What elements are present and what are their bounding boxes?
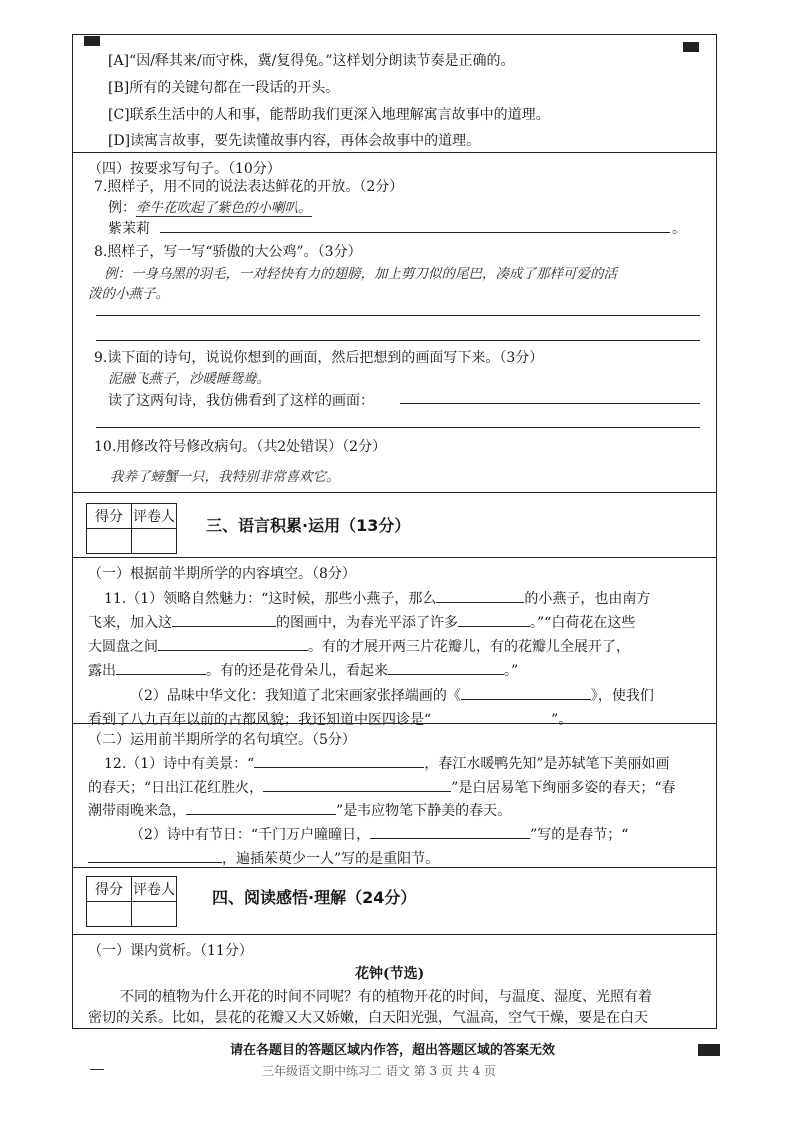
section4-title: 四、阅读感悟·理解（24分） xyxy=(212,888,417,907)
q11-line3 xyxy=(88,635,630,656)
q12-blank-3[interactable] xyxy=(186,799,336,815)
option-d: [D]读寓言故事，要先读懂故事内容，再体会故事中的道理。 xyxy=(108,133,481,149)
bottom-right-registration-mark xyxy=(698,1044,720,1056)
q12-text: ”写的是春节；“ xyxy=(530,827,629,843)
divider xyxy=(72,934,717,935)
q7-answer-end: 。 xyxy=(672,221,686,237)
q11-blank-3[interactable] xyxy=(458,611,530,627)
q12-text: 的春天；“日出江花红胜火， xyxy=(88,780,264,796)
q12-text: 潮带雨晚来急， xyxy=(88,803,186,819)
s3-sub1: （一）根据前半期所学的内容填空。（8分） xyxy=(88,566,356,582)
divider xyxy=(72,152,717,153)
q12-text: 12.（1）诗中有美景：“ xyxy=(104,756,255,772)
s4-sub1: （一）课内赏析。（11分） xyxy=(88,943,253,959)
score-cell[interactable] xyxy=(87,529,132,554)
q8-answer-line-2[interactable] xyxy=(96,340,700,341)
q12-blank-5[interactable] xyxy=(88,847,222,863)
option-b: [B]所有的关键句都在一段话的开头。 xyxy=(108,80,340,96)
divider xyxy=(72,492,717,493)
q11-text: 。有的才展开两三片花瓣儿，有的花瓣儿全展开了， xyxy=(308,639,630,655)
q11-blank-4[interactable] xyxy=(158,635,308,651)
q11-text: 。”“白荷花在这些 xyxy=(530,615,636,631)
q11-blank-5[interactable] xyxy=(116,659,206,675)
q11-text: 的小燕子，也由南方 xyxy=(524,591,651,607)
q9-answer-prefix: 读了这两句诗，我仿佛看到了这样的画面： xyxy=(108,393,374,409)
q12-line2 xyxy=(88,776,676,797)
q8-example-line2: 泼的小燕子。 xyxy=(88,286,169,302)
q7-example-text: 牵牛花吹起了紫色的小喇叭。 xyxy=(136,200,312,216)
q12-text: ”是白居易笔下绚丽多姿的春天；“春 xyxy=(451,780,676,796)
q9-prompt: 9.读下面的诗句，说说你想到的画面，然后把想到的画面写下来。（3分） xyxy=(94,350,544,366)
q8-prompt: 8.照样子，写一写“骄傲的大公鸡”。（3分） xyxy=(94,244,362,260)
q11-text: 》，使我们 xyxy=(590,688,654,704)
q11-text: 大圆盘之间 xyxy=(88,639,158,655)
passage-para2: 密切的关系。比如，昙花的花瓣又大又娇嫩，白天阳光强，气温高，空气干燥，要是在白天 xyxy=(88,1010,648,1026)
footer-dash xyxy=(90,1069,104,1070)
q11-line5 xyxy=(130,684,654,705)
q11-text: 的图画中，为春光平添了许多 xyxy=(276,615,458,631)
part4-heading: （四）按要求写句子。（10分） xyxy=(88,161,281,177)
score-label: 得分 xyxy=(87,504,132,529)
q7-answer-line[interactable] xyxy=(160,232,670,233)
s3-sub2: （二）运用前半期所学的名句填空。（5分） xyxy=(88,732,356,748)
option-a: [A]“因/释其来/而守株，冀/复得兔。”这样划分朗读节奏是正确的。 xyxy=(108,53,515,69)
q7-example xyxy=(108,196,312,217)
q11-blank-1[interactable] xyxy=(436,587,524,603)
divider xyxy=(72,867,717,868)
q12-blank-2[interactable] xyxy=(263,776,451,792)
option-c: [C]联系生活中的人和事，能帮助我们更深入地理解寓言故事中的道理。 xyxy=(108,107,550,123)
q11-text: 看到了八九百年以前的古都风貌；我还知道中医四诊是“ xyxy=(88,712,432,728)
q10-prompt: 10.用修改符号修改病句。（共2处错误）（2分） xyxy=(94,439,387,455)
q11-blank-6[interactable] xyxy=(388,659,504,675)
q11-line1 xyxy=(104,587,650,608)
divider xyxy=(72,557,717,558)
q11-line4 xyxy=(88,659,518,680)
q7-example-label: 例： xyxy=(108,200,136,216)
q7-answer-prefix: 紫茉莉 xyxy=(108,221,150,237)
q12-text: ，遍插茱萸少一人”写的是重阳节。 xyxy=(222,851,440,867)
q12-line5 xyxy=(88,847,439,868)
grader-cell[interactable] xyxy=(132,529,177,554)
q10-sentence: 我养了螃蟹一只，我特别非常喜欢它。 xyxy=(110,469,340,485)
q9-poem: 泥融飞燕子，沙暖睡鸳鸯。 xyxy=(108,371,270,387)
passage-para1: 不同的植物为什么开花的时间不同呢？有的植物开花的时间，与温度、湿度、光照有着 xyxy=(120,989,652,1005)
q12-blank-1[interactable] xyxy=(254,752,424,768)
score-label: 得分 xyxy=(87,877,132,902)
q8-answer-line-1[interactable] xyxy=(96,315,700,316)
grader-label: 评卷人 xyxy=(132,877,177,902)
passage-title: 花钟(节选) xyxy=(355,966,425,982)
grader-label: 评卷人 xyxy=(132,504,177,529)
footer-page-info: 三年级语文期中练习二 语文 第 3 页 共 4 页 xyxy=(262,1064,496,1078)
footer-notice: 请在各题目的答题区域内作答，超出答题区域的答案无效 xyxy=(230,1043,556,1058)
q11-text: 。” xyxy=(504,663,519,679)
q7-prompt: 7.照样子，用不同的说法表达鲜花的开放。（2分） xyxy=(94,179,404,195)
q11-text: ”。 xyxy=(551,712,573,728)
q11-blank-7[interactable] xyxy=(461,684,591,700)
q8-example-line1: 例：一身乌黑的羽毛，一对轻快有力的翅膀，加上剪刀似的尾巴，凑成了那样可爱的活 xyxy=(104,266,617,282)
grader-cell[interactable] xyxy=(132,902,177,927)
divider xyxy=(72,723,717,724)
q11-line2 xyxy=(88,611,635,632)
q11-text: （2）品味中华文化：我知道了北宋画家张择端画的《 xyxy=(130,688,461,704)
section3-title: 三、语言积累·运用（13分） xyxy=(206,516,411,535)
q11-text: 飞来，加入这 xyxy=(88,615,172,631)
q11-text: 11.（1）领略自然魅力：“这时候，那些小燕子，那么 xyxy=(104,591,437,607)
q12-text: （2）诗中有节日：“千门万户曈曈日， xyxy=(130,827,371,843)
q12-blank-4[interactable] xyxy=(370,823,530,839)
score-box-section3 xyxy=(86,503,177,554)
q12-line1 xyxy=(104,752,670,773)
score-box-section4 xyxy=(86,876,177,927)
q9-answer-line-2[interactable] xyxy=(96,427,700,428)
score-cell[interactable] xyxy=(87,902,132,927)
q11-line6 xyxy=(88,708,572,729)
q11-blank-8[interactable] xyxy=(431,708,551,724)
q12-text: ，春江水暖鸭先知”是苏轼笔下美丽如画 xyxy=(424,756,670,772)
q12-line3 xyxy=(88,799,511,820)
q11-text: 。有的还是花骨朵儿，看起来 xyxy=(206,663,388,679)
q9-answer-line-1[interactable] xyxy=(400,403,700,404)
q11-text: 露出 xyxy=(88,663,116,679)
q12-line4 xyxy=(130,823,628,844)
q12-text: ”是韦应物笔下静美的春天。 xyxy=(336,803,512,819)
q11-blank-2[interactable] xyxy=(172,611,276,627)
